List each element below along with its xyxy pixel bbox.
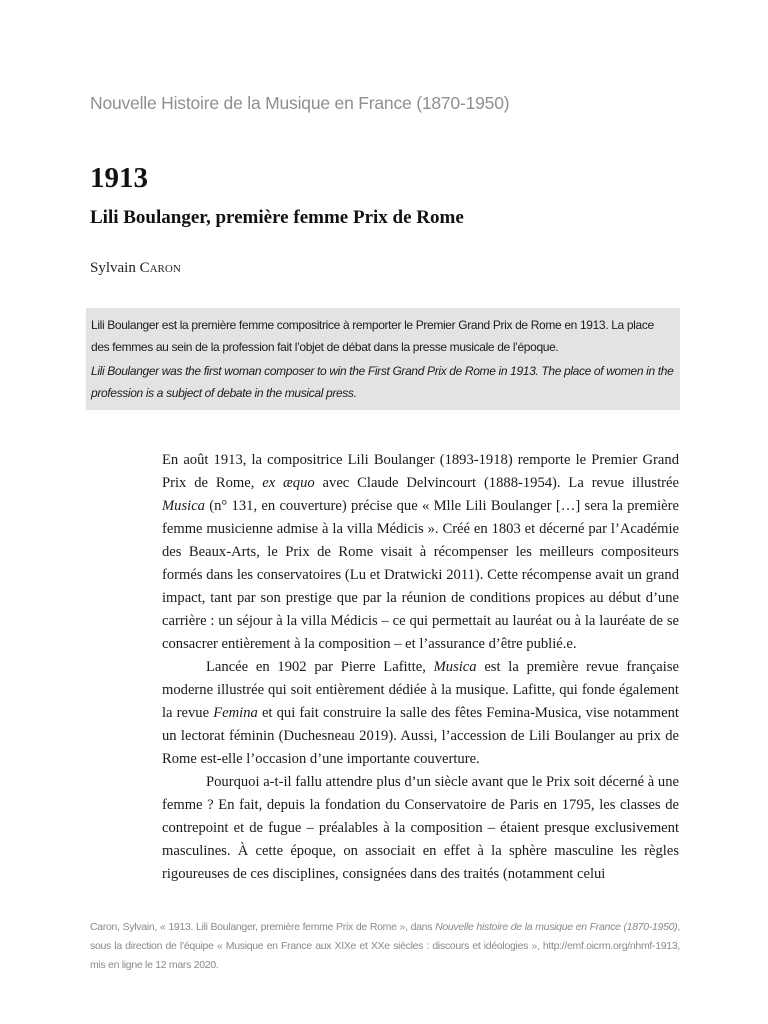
citation-footnote	[90, 918, 680, 975]
abstract-box	[86, 308, 680, 410]
p2-femina: Femina	[213, 705, 258, 721]
p2-text-c: est la première revue française moderne illustrée qui soit entièrement dédiée à la musique. Lafitte, qui fonde également la revue	[162, 659, 679, 721]
series-title: Nouvelle Histoire de la Musique en France (1870-1950)	[90, 93, 510, 113]
footnote-text-c: , sous la direction de l’équipe « Musique en France aux XIXe et XXe siècles : discours et idéologies », http://emf.oicrm.org/nhmf-1913, mis en ligne le 12 mars 2020.	[90, 921, 680, 971]
abstract-english: Lili Boulanger was the first woman composer to win the First Grand Prix de Rome in 1913. The place of women in the profession is a subject of debate in the musical press.	[91, 364, 674, 400]
chapter-year: 1913	[90, 162, 148, 194]
abstract-french: Lili Boulanger est la première femme compositrice à remporter le Premier Grand Prix de Rome en 1913. La place des femmes au sein de la profession fait l’objet de débat dans la presse musicale de l’époque.	[91, 318, 654, 354]
p1-ex-aequo: ex æquo	[262, 475, 315, 491]
author-last-name: Caron	[139, 260, 181, 276]
p2-text-e: et qui fait construire la salle des fêtes Femina-Musica, vise notamment un lectorat féminin (Duchesneau 2019). Aussi, l’accession de Lili Boulanger au prix de Rome est-elle l’occasion d’une importante couverture.	[162, 705, 679, 767]
footnote-text-a: Caron, Sylvain, « 1913. Lili Boulanger, première femme Prix de Rome », dans	[90, 921, 436, 933]
p2-text-a: Lancée en 1902 par Pierre Lafitte,	[206, 659, 434, 675]
p1-text-a: En août 1913, la compositrice Lili Boulanger (1893-1918) remporte le Premier Grand Prix de Rome,	[162, 452, 679, 491]
author-name	[90, 260, 181, 277]
paragraph-1	[162, 449, 679, 656]
p1-musica: Musica	[162, 498, 205, 514]
chapter-title: Lili Boulanger, première femme Prix de Rome	[90, 207, 464, 228]
p2-musica: Musica	[433, 659, 477, 675]
article-body	[162, 449, 679, 886]
p1-text-c: avec Claude Delvincourt (1888-1954). La revue illustrée	[314, 475, 679, 491]
footnote-book-title: Nouvelle histoire de la musique en France (1870-1950)	[435, 921, 678, 933]
paragraph-3: Pourquoi a-t-il fallu attendre plus d’un siècle avant que le Prix soit décerné à une femme ? En fait, depuis la fondation du Conservatoire de Paris en 1795, les classes de contrepoint et de fugue – préalables à la composition – étaient presque exclusivement masculines. À cette époque, on associait en effet à la sphère masculine les règles rigoureuses de ces disciplines, consignées dans des traités (notamment celui	[162, 774, 679, 882]
paragraph-2	[162, 656, 679, 771]
author-first-name: Sylvain	[90, 260, 140, 276]
p1-text-e: (n° 131, en couverture) précise que « Mlle Lili Boulanger […] sera la première femme musicienne admise à la villa Médicis ». Créé en 1803 et décerné par l’Académie des Beaux-Arts, le Prix de Rome visait à récompenser les meilleurs compositeurs formés dans les conservatoires (Lu et Dratwicki 2011). Cette récompense avait un grand impact, tant par son prestige que par la réunion de conditions propices au début d’une carrière : un séjour à la villa Médicis – ce qui permettait au lauréat ou à la lauréate de se consacrer entièrement à la composition – et l’assurance d’être publié.e.	[162, 498, 679, 652]
